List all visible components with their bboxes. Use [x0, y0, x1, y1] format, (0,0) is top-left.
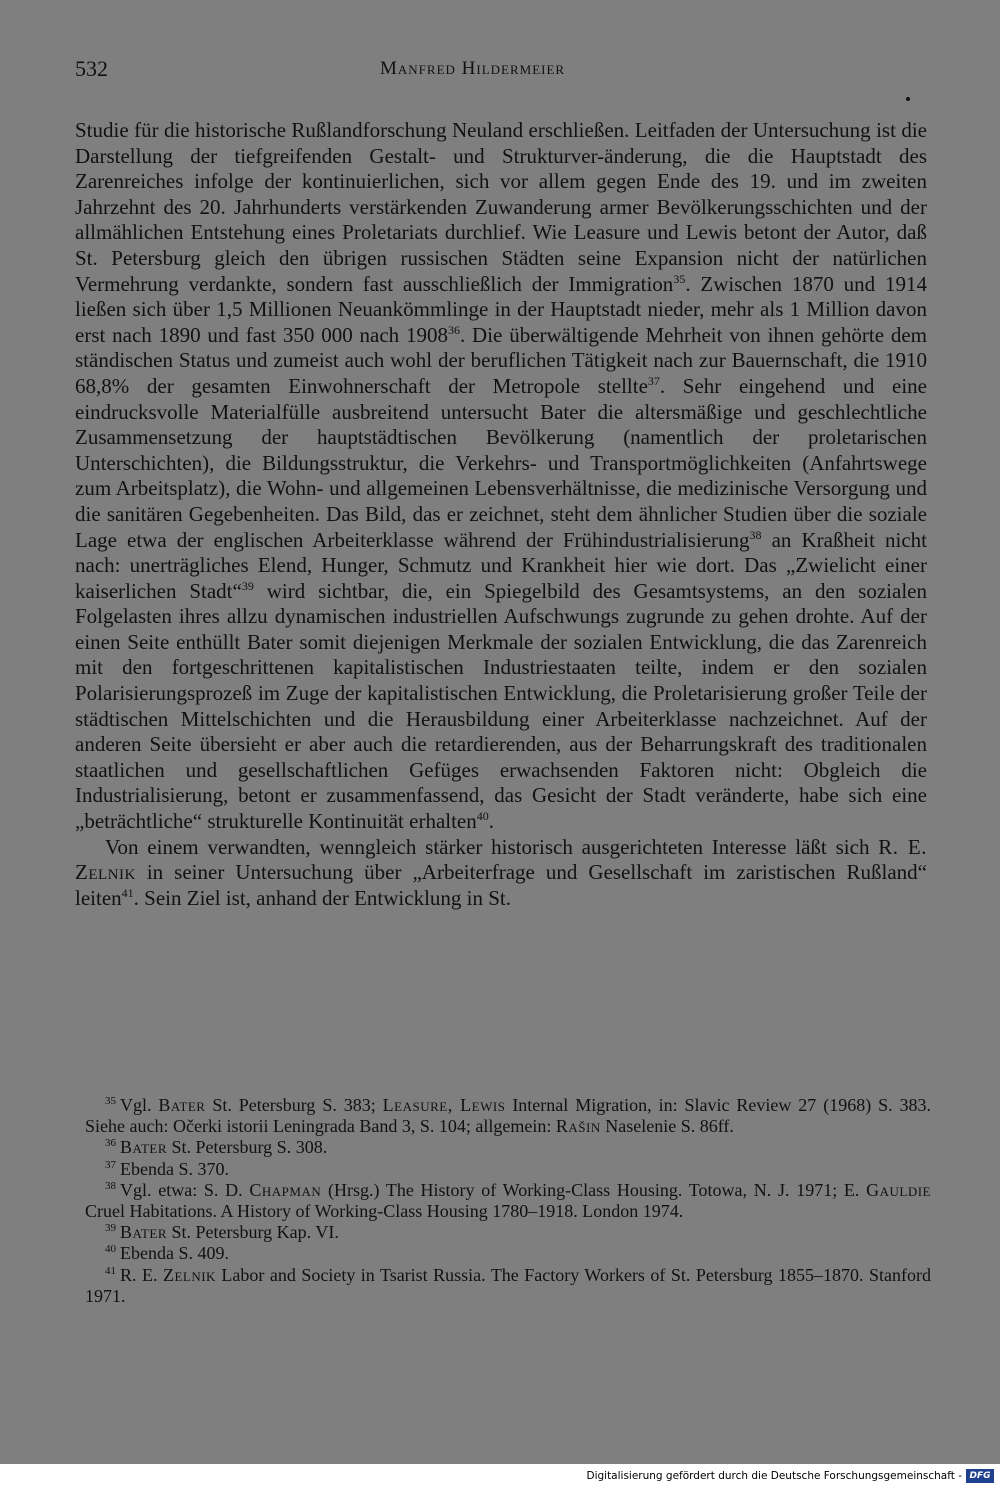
footnote-text: Labor and Society in Tsarist Russia. The Factory Workers of St. Petersburg 1855–1870. Stanford 1971.: [85, 1264, 931, 1306]
paragraph-text: wird sichtbar, die, ein Spiegelbild des Gesamtsystems, an den sozialen Folgelasten ihres allzu dynamischen industriellen Aufschwungs zugrunde zu gehen drohte. Auf der einen Seite enthüllt Bater somit diejenigen Merkmale der sozialen Entwicklung, die das Zarenreich mit den fortgeschrittenen kapitalistischen Industriestaaten teilte, indem er den sozialen Polarisierungsprozeß im Zuge der kapitalistischen Entwicklung, die Proletarisierung großer Teile der städtischen Mittelschichten und die Herausbildung einer Arbeiterklasse nachzeichnet. Auf der anderen Seite übersieht er aber auch die retardierenden, aus der Beharrungskraft des traditionalen staatlichen und gesellschaftlichen Gefüges erwachsenden Faktoren nicht: Obgleich die Industrialisierung, betont er zusammenfassend, das Gesicht der Stadt veränderte, habe sich eine „beträchtliche“ strukturelle Kontinuität erhalten: [75, 578, 927, 834]
footnote-text: (Hrsg.) The History of Working-Class Housing. Totowa, N. J. 1971; E.: [321, 1179, 867, 1200]
dfg-logo: DFG: [966, 1469, 994, 1483]
author-name: Bater: [120, 1137, 168, 1158]
footnote-text: Cruel Habitations. A History of Working-Class Housing 1780–1918. London 1974.: [85, 1201, 684, 1222]
paragraph-text: an Kraßheit nicht nach: unerträgliches Elend, Hunger, Schmutz und Krankheit hier wie dort. Das „Zwielicht einer kaiserlichen Stadt“: [75, 527, 928, 603]
footnote-text: St. Petersburg Kap. VI.: [167, 1222, 339, 1243]
footnote-number: 36: [105, 1137, 116, 1150]
body-text: [75, 118, 927, 911]
footnote-number: 39: [105, 1222, 116, 1235]
footnote-35: [85, 1095, 931, 1137]
footnote-40: [85, 1243, 931, 1264]
author-name: Leasure, Lewis: [382, 1095, 506, 1115]
footnote-number: 41: [105, 1264, 116, 1277]
footnote-ref-35: 35: [673, 271, 686, 286]
footnote-ref-40: 40: [476, 809, 489, 824]
author-name: Bater: [120, 1222, 168, 1243]
footnote-number: 37: [105, 1158, 116, 1171]
paragraph-2: [75, 835, 927, 912]
running-head: Manfred Hildermeier: [380, 58, 566, 79]
footnote-text: Internal Migration, in: Slavic Review 27 (1968) S. 383. Siehe auch: Očerki istorii Leningrada Band 3, S. 104; allgemein:: [85, 1095, 932, 1137]
paragraph-text: Von einem verwandten, wenngleich stärker historisch ausgerichteten Interesse läßt sich: [105, 834, 879, 859]
footnote-number: 38: [105, 1179, 116, 1192]
author-name: Zelnik: [162, 1264, 216, 1285]
footnote-text: Ebenda S. 370.: [120, 1158, 229, 1179]
footnote-41: [85, 1265, 931, 1307]
paragraph-1: [75, 118, 927, 835]
footnote-ref-36: 36: [447, 322, 460, 337]
footnote-38: [85, 1180, 931, 1222]
author-name: Gauldie: [866, 1179, 931, 1200]
paragraph-text: . Zwischen 1870 und 1914 ließen sich über 1,5 Millionen Neuankömmlinge in der Hauptstadt nieder, mehr als 1 Million davon erst nach 1890 und fast 350 000 nach 1908: [75, 271, 927, 347]
footnote-37: [85, 1159, 931, 1180]
page-number: 532: [75, 56, 108, 81]
paragraph-text: Studie für die historische Rußlandforschung Neuland erschließen. Leitfaden der Untersuchung ist die Darstellung der tiefgreifenden Gestalt- und Strukturver-änderung, die die Hauptstadt des Zarenreiches infolge der kontinuierlichen, sich vor allem gegen Ende des 19. und im zweiten Jahrzehnt des 20. Jahrhunderts verstärkenden Zuwanderung armer Bevölkerungsschichten und der allmählichen Entstehung eines Proletariats durchlief. Wie Leasure und Lewis betont der Autor, daß St. Petersburg gleich den übrigen russischen Städten seine Expansion nicht der natürlichen Vermehrung verdankte, sondern fast ausschließlich der Immigration: [75, 118, 927, 296]
footnotes: [85, 1095, 931, 1307]
footnote-text: R. E.: [120, 1264, 163, 1285]
footnote-ref-38: 38: [749, 527, 762, 542]
footnote-number: 40: [105, 1243, 116, 1256]
paragraph-text: . Die überwältigende Mehrheit von ihnen gehörte dem ständischen Status und zumeist auch wohl der beruflichen Tätigkeit nach zur Bauernschaft, die 1910 68,8% der gesamten Einwohnerschaft der Metropole stellte: [75, 322, 927, 398]
footnote-36: [85, 1137, 931, 1158]
footnote-text: Naselenie S. 86ff.: [600, 1116, 734, 1137]
footnote-39: [85, 1222, 931, 1243]
footnote-text: Vgl.: [120, 1095, 159, 1115]
paragraph-text: . Sein Ziel ist, anhand der Entwicklung in St.: [133, 885, 512, 910]
paragraph-text: .: [488, 809, 494, 834]
digitization-credit: Digitalisierung gefördert durch die Deutsche Forschungsgemeinschaft -: [586, 1470, 962, 1482]
author-name: R. E. Zelnik: [75, 834, 927, 885]
footnote-ref-41: 41: [121, 885, 134, 900]
author-name: Bater: [158, 1095, 206, 1115]
footnote-number: 35: [105, 1095, 116, 1107]
footnote-text: St. Petersburg S. 308.: [167, 1137, 328, 1158]
author-name: Chapman: [249, 1179, 322, 1200]
footnote-text: Vgl. etwa: S. D.: [120, 1179, 250, 1200]
paragraph-text: in seiner Untersuchung über „Arbeiterfrage und Gesellschaft im zaristischen Rußland“ leiten: [75, 860, 927, 910]
footnote-ref-39: 39: [241, 578, 254, 593]
footnote-ref-37: 37: [647, 373, 660, 388]
author-name: Rašin: [555, 1116, 601, 1137]
scan-speck: [906, 97, 910, 101]
footnote-text: Ebenda S. 409.: [120, 1243, 229, 1264]
footer-bar: [0, 1464, 1000, 1489]
paragraph-text: . Sehr eingehend und eine eindrucksvolle Materialfülle ausbreitend untersucht Bater die altersmäßige und geschlechtliche Zusammensetzung der hauptstädtischen Bevölkerung (namentlich der proletarischen Unterschichten), die Bildungsstruktur, die Verkehrs- und Transportmöglichkeiten (Anfahrtswege zum Arbeitsplatz), die Wohn- und allgemeinen Lebensverhältnisse, die medizinische Versorgung und die sanitären Gegebenheiten. Das Bild, das er zeichnet, steht dem ähnlicher Studien über die soziale Lage etwa der englischen Arbeiterklasse während der Frühindustrialisierung: [75, 373, 927, 552]
footnote-text: St. Petersburg S. 383;: [205, 1095, 383, 1115]
